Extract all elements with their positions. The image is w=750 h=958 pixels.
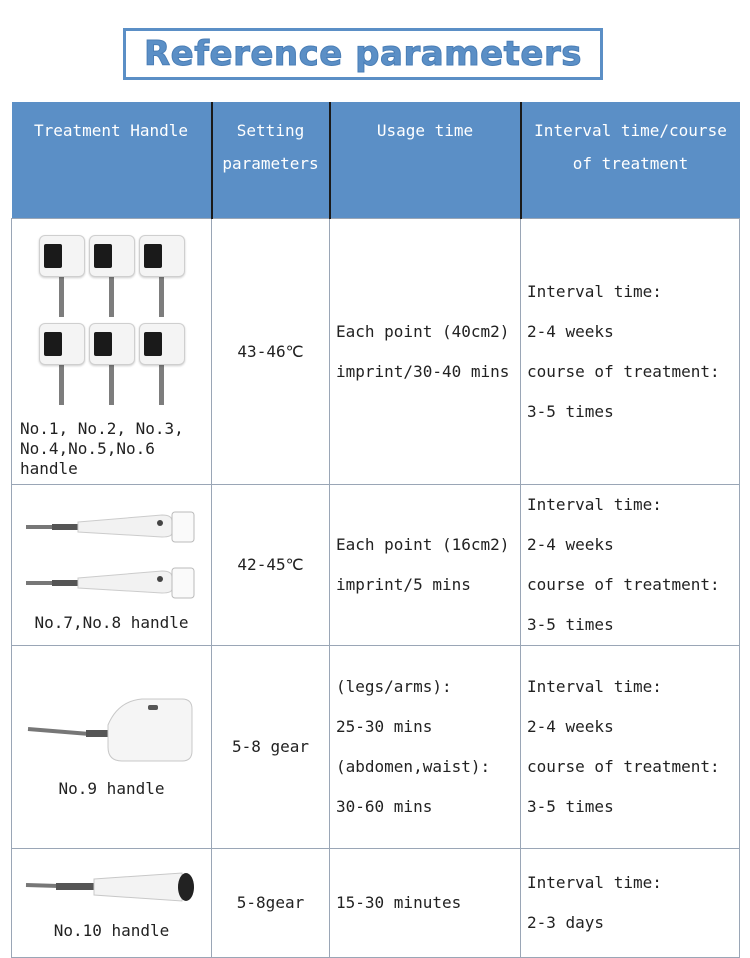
setting-cell: 5-8 gear: [212, 646, 330, 849]
large-pad-handle-icon: [22, 695, 202, 765]
usage-cell: [330, 219, 521, 485]
handle-caption: No.9 handle: [58, 779, 165, 798]
interval-line: Interval time:: [527, 495, 662, 514]
header-interval: Interval time/course of treatment: [521, 102, 740, 219]
interval-line: 3-5 times: [527, 615, 614, 634]
usage-line: Each point (16cm2): [336, 535, 510, 554]
handle-caption: No.10 handle: [53, 921, 170, 940]
handle-cell: [12, 485, 212, 646]
interval-cell: [521, 219, 740, 485]
interval-line: course of treatment:: [527, 575, 720, 594]
header-usage: Usage time: [330, 102, 521, 219]
interval-line: Interval time:: [527, 281, 662, 301]
header-setting: Setting parameters: [212, 102, 330, 219]
usage-line: (abdomen,waist):: [336, 757, 491, 776]
usage-line: imprint/5 mins: [336, 575, 471, 594]
handle-caption: No.7,No.8 handle: [34, 613, 189, 632]
header-row: [12, 102, 740, 219]
table-row: [12, 849, 740, 958]
usage-line: (legs/arms):: [336, 677, 452, 696]
interval-line: 2-4 weeks: [527, 535, 614, 554]
handle-caption: No.1, No.2, No.3, No.4,No.5,No.6 handle: [20, 419, 184, 478]
handle-cell: [12, 646, 212, 849]
usage-line: 25-30 mins: [336, 717, 433, 736]
interval-cell: [521, 849, 740, 958]
interval-line: Interval time:: [527, 873, 662, 892]
usage-line: 15-30 minutes: [336, 893, 462, 912]
table-row: [12, 646, 740, 849]
interval-line: 3-5 times: [527, 401, 614, 421]
interval-cell: [521, 485, 740, 646]
usage-line: imprint/30-40 mins: [336, 361, 510, 381]
interval-line: course of treatment:: [527, 757, 720, 776]
title-box: [123, 28, 603, 80]
handle-cell: [12, 849, 212, 958]
setting-cell: 42-45℃: [212, 485, 330, 646]
usage-cell: [330, 646, 521, 849]
usage-line: Each point (40cm2): [336, 321, 510, 341]
page-title: Reference parameters: [144, 34, 582, 74]
slim-wand-icon: [22, 497, 202, 607]
interval-line: 2-4 weeks: [527, 717, 614, 736]
interval-cell: [521, 646, 740, 849]
usage-cell: [330, 849, 521, 958]
table-row: [12, 485, 740, 646]
parameters-table: [11, 102, 740, 958]
interval-line: 3-5 times: [527, 797, 614, 816]
interval-line: 2-3 days: [527, 913, 605, 932]
interval-line: course of treatment:: [527, 361, 720, 381]
header-handle: Treatment Handle: [12, 102, 212, 219]
usage-cell: [330, 485, 521, 646]
usage-line: 30-60 mins: [336, 797, 433, 816]
cylinder-handle-icon: [22, 865, 202, 909]
setting-cell: 5-8gear: [212, 849, 330, 958]
interval-line: Interval time:: [527, 677, 662, 696]
table-row: [12, 219, 740, 485]
setting-cell: 43-46℃: [212, 219, 330, 485]
six-square-heads-icon: [20, 235, 203, 411]
handle-cell: [12, 219, 212, 485]
interval-line: 2-4 weeks: [527, 321, 614, 341]
